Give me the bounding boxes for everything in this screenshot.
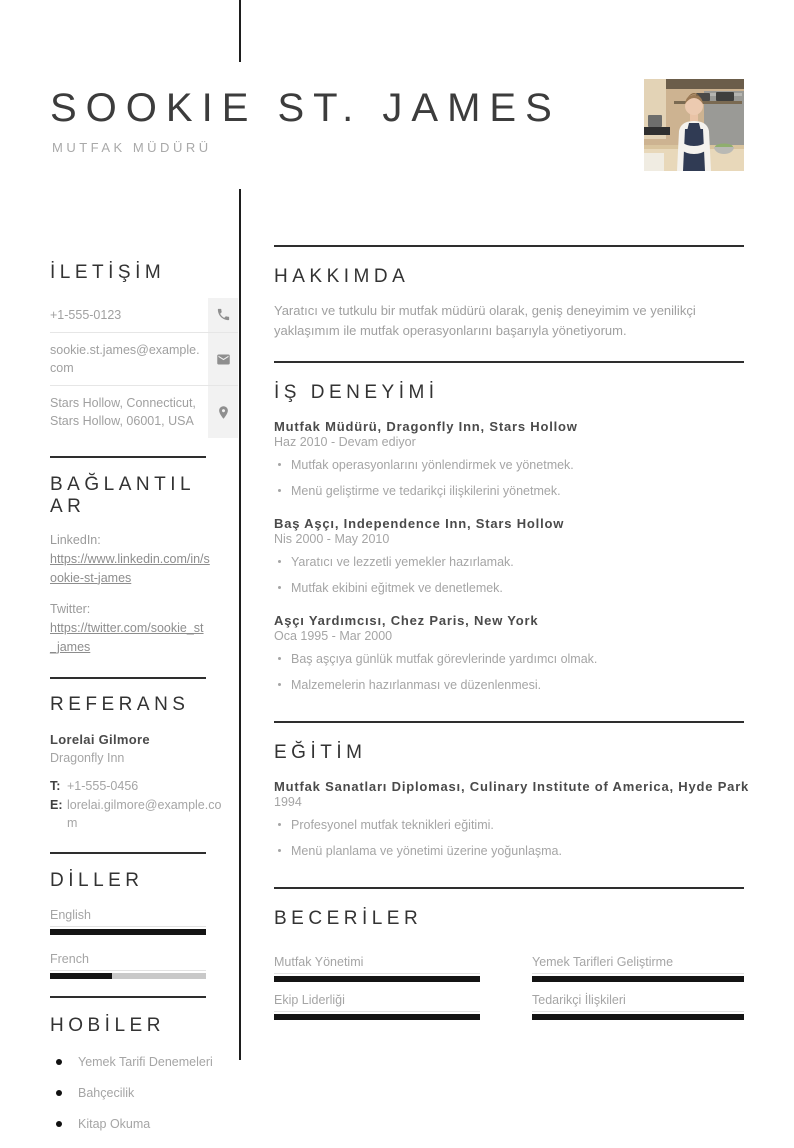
section-divider bbox=[50, 456, 206, 458]
phone-icon bbox=[208, 298, 238, 332]
contact-phone: +1-555-0123 bbox=[50, 307, 122, 322]
section-divider bbox=[274, 721, 744, 723]
contact-address-row bbox=[50, 386, 238, 438]
section-divider bbox=[274, 361, 744, 363]
linkedin-link[interactable]: https://www.linkedin.com/in/sookie-st-james bbox=[50, 551, 210, 585]
section-divider bbox=[274, 887, 744, 889]
reference-email: E: lorelai.gilmore@example.com bbox=[50, 797, 222, 831]
skill-bar bbox=[532, 1014, 744, 1020]
contact-heading: İLETİŞİM bbox=[50, 262, 166, 283]
job-bullet: Menü geliştirme ve tedarikçi ilişkilerini yönetmek. bbox=[274, 483, 744, 501]
contact-phone-row bbox=[50, 298, 238, 333]
job-bullets bbox=[274, 554, 744, 598]
contact-address: Stars Hollow, Connecticut, Stars Hollow, 06001, USA bbox=[50, 396, 196, 429]
education-bullet: Menü planlama ve yönetimi üzerine yoğunlaşma. bbox=[274, 843, 744, 861]
link-item-linkedin bbox=[50, 531, 240, 587]
section-divider bbox=[50, 996, 206, 998]
reference-phone: T: +1-555-0456 bbox=[50, 777, 222, 796]
languages-heading: DİLLER bbox=[50, 870, 144, 891]
sidebar-column bbox=[50, 262, 240, 1148]
hobby-list bbox=[50, 1055, 240, 1131]
skill-bar bbox=[274, 1014, 480, 1020]
education-entry bbox=[274, 778, 750, 861]
job-title: Baş Aşçı, Independence Inn, Stars Hollow bbox=[274, 515, 565, 531]
skill-item bbox=[274, 955, 480, 982]
contact-list bbox=[50, 298, 238, 439]
section-divider bbox=[50, 852, 206, 854]
mail-icon bbox=[208, 333, 238, 385]
skill-bar bbox=[274, 976, 480, 982]
contact-email-row bbox=[50, 333, 238, 386]
language-item bbox=[50, 908, 206, 935]
job-title: Mutfak Müdürü, Dragonfly Inn, Stars Hollow bbox=[274, 418, 578, 434]
skills-section bbox=[274, 908, 744, 1020]
twitter-link[interactable]: https://twitter.com/sookie_st_james bbox=[50, 621, 204, 654]
reference-email-label: E: bbox=[50, 797, 63, 812]
hobbies-heading: HOBİLER bbox=[50, 1014, 165, 1036]
education-heading: EĞİTİM bbox=[274, 741, 367, 763]
job-bullets bbox=[274, 651, 744, 695]
language-name: English bbox=[50, 908, 206, 927]
job-bullet: Baş aşçıya günlük mutfak görevlerinde yardımcı olmak. bbox=[274, 651, 744, 669]
language-bar bbox=[50, 973, 206, 979]
skill-name: Yemek Tarifleri Geliştirme bbox=[532, 955, 744, 974]
main-column bbox=[274, 245, 750, 1042]
job-entry bbox=[274, 516, 744, 598]
education-bullet: Profesyonel mutfak teknikleri eğitimi. bbox=[274, 817, 744, 835]
skill-name: Ekip Liderliği bbox=[274, 993, 480, 1012]
job-title: Aşçı Yardımcısı, Chez Paris, New York bbox=[274, 612, 539, 628]
language-name: French bbox=[50, 952, 206, 971]
experience-section bbox=[274, 382, 744, 721]
language-bar bbox=[50, 929, 206, 935]
skill-name: Tedarikçi İlişkileri bbox=[532, 993, 744, 1012]
hobbies-section bbox=[50, 1015, 240, 1131]
about-text: Yaratıcı ve tutkulu bir mutfak müdürü olarak, geniş deneyimim ve yenilikçi yaklaşımım ile mutfak operasyonlarını başarıyla yönetiyorum. bbox=[274, 302, 696, 338]
reference-phone-label: T: bbox=[50, 778, 61, 793]
twitter-label: Twitter: bbox=[50, 602, 91, 617]
skill-item bbox=[532, 993, 744, 1020]
links-heading: BAĞLANTILAR bbox=[50, 474, 196, 518]
linkedin-label: LinkedIn: bbox=[50, 533, 101, 548]
hobby-item: Kitap Okuma bbox=[50, 1117, 240, 1131]
job-title-subtitle: MUTFAK MÜDÜRÜ bbox=[52, 140, 212, 155]
skills-heading: BECERİLER bbox=[274, 907, 423, 929]
profile-photo-illustration bbox=[644, 79, 744, 171]
skill-name: Mutfak Yönetimi bbox=[274, 955, 480, 974]
page-title: SOOKIE ST. JAMES bbox=[50, 86, 561, 130]
job-entry bbox=[274, 613, 744, 695]
section-divider bbox=[50, 677, 206, 679]
skills-grid bbox=[274, 955, 744, 1020]
education-title: Mutfak Sanatları Diploması, Culinary Institute of America, Hyde Park bbox=[274, 778, 750, 794]
reference-section bbox=[50, 694, 240, 833]
contact-email: sookie.st.james@example.com bbox=[50, 342, 200, 376]
education-year: 1994 bbox=[274, 794, 302, 809]
hobby-item: Yemek Tarifi Denemeleri bbox=[50, 1055, 240, 1069]
job-dates: Oca 1995 - Mar 2000 bbox=[274, 628, 393, 643]
reference-heading: REFERANS bbox=[50, 693, 190, 715]
hobby-item: Bahçecilik bbox=[50, 1086, 240, 1100]
profile-photo bbox=[644, 79, 744, 171]
job-bullet: Malzemelerin hazırlanması ve düzenlenmesi. bbox=[274, 677, 744, 695]
experience-heading: İŞ DENEYİMİ bbox=[274, 382, 439, 404]
reference-name: Lorelai Gilmore bbox=[50, 731, 150, 747]
job-entry bbox=[274, 419, 744, 501]
job-bullet: Mutfak ekibini eğitmek ve denetlemek. bbox=[274, 580, 744, 598]
job-dates: Nis 2000 - May 2010 bbox=[274, 531, 390, 546]
reference-company: Dragonfly Inn bbox=[50, 751, 125, 765]
language-item bbox=[50, 952, 206, 979]
skill-item bbox=[274, 993, 480, 1020]
job-bullet: Yaratıcı ve lezzetli yemekler hazırlamak. bbox=[274, 554, 744, 572]
links-section bbox=[50, 474, 240, 656]
job-bullet: Mutfak operasyonlarını yönlendirmek ve yönetmek. bbox=[274, 457, 744, 475]
section-divider bbox=[274, 245, 744, 247]
job-dates: Haz 2010 - Devam ediyor bbox=[274, 434, 416, 449]
column-divider-top bbox=[239, 0, 241, 62]
location-icon bbox=[208, 386, 238, 438]
link-item-twitter bbox=[50, 600, 240, 656]
about-section bbox=[274, 266, 744, 341]
education-bullets bbox=[274, 817, 744, 861]
skill-bar bbox=[532, 976, 744, 982]
education-section bbox=[274, 741, 750, 887]
skill-item bbox=[532, 955, 744, 982]
languages-section bbox=[50, 870, 206, 979]
about-heading: HAKKIMDA bbox=[274, 266, 410, 287]
job-bullets bbox=[274, 457, 744, 501]
